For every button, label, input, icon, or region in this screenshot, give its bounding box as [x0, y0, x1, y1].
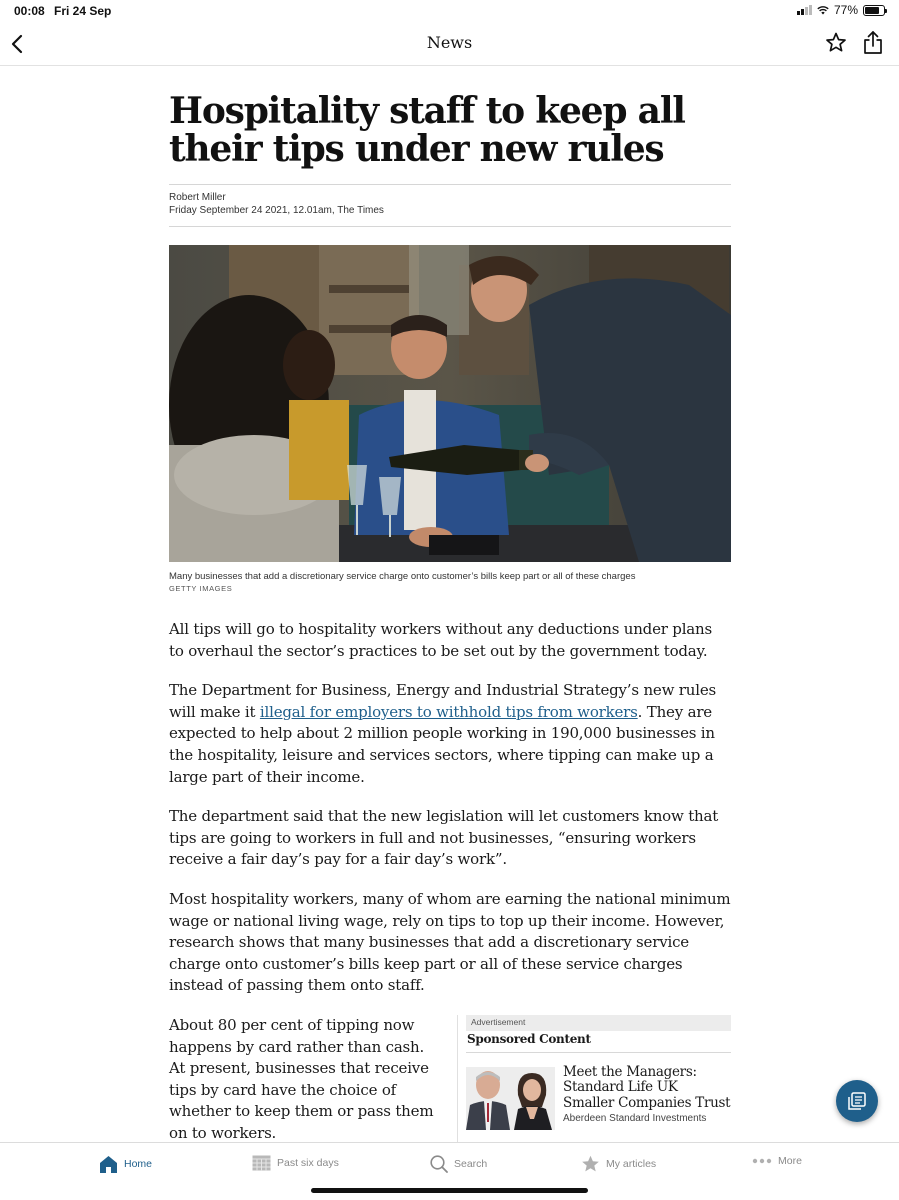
article [169, 92, 731, 1175]
cellular-signal-icon [797, 5, 812, 15]
managers-photo-illustration [466, 1067, 555, 1130]
edition-button[interactable] [836, 1080, 878, 1122]
home-icon [99, 1155, 118, 1173]
share-icon [861, 29, 885, 57]
star-icon [581, 1155, 600, 1173]
sponsored-article-card[interactable] [466, 1065, 731, 1135]
status-bar [0, 0, 899, 22]
ad-photo [466, 1067, 555, 1130]
image-caption: Many businesses that add a discretionary service charge onto customer’s bills keep part or all of these charges [169, 571, 636, 582]
restaurant-scene-illustration [169, 245, 731, 562]
paragraph-text: . They are expected to help about 2 million people working in 190,000 businesses in the hospitality, leisure and services sectors, where tipping can make up a large part of their income. [169, 702, 715, 786]
tab-label: Search [454, 1158, 488, 1170]
battery-fill [865, 7, 879, 14]
article-dateline: Friday September 24 2021, 12.01am, The Times [169, 205, 384, 216]
articles-list-icon [847, 1091, 867, 1111]
ad-section-title: Sponsored Content [466, 1031, 731, 1053]
status-indicators [797, 3, 885, 17]
paragraph-text: The Department for Business, Energy and Industrial Strategy’s new rules will make it [169, 681, 716, 721]
article-paragraph: Most hospitality workers, many of whom are earning the national minimum wage or national living wage, rely on tips to top up their income. However, research shows that many businesses that add a discretionary service charge onto customer’s bills keep part or all of these service charges instead of passing them onto staff. [169, 889, 731, 995]
ad-sponsor: Aberdeen Standard Investments [563, 1113, 707, 1125]
ellipsis-icon [752, 1158, 772, 1164]
hero-image[interactable] [169, 245, 731, 562]
ad-headline: Meet the Managers: Standard Life UK Smaller Companies Trust [563, 1063, 731, 1111]
search-icon [430, 1155, 448, 1173]
tab-search[interactable] [430, 1155, 487, 1173]
tab-label: More [778, 1155, 802, 1167]
tab-more[interactable] [752, 1155, 802, 1167]
ad-label: Advertisement [466, 1015, 731, 1031]
home-indicator [311, 1188, 588, 1193]
share-button[interactable] [861, 29, 885, 57]
tab-label: Home [124, 1158, 153, 1170]
article-paragraph [169, 680, 731, 788]
tab-past-six-days[interactable] [252, 1155, 339, 1171]
tab-my-articles[interactable] [581, 1155, 656, 1173]
wifi-icon [817, 5, 829, 15]
image-credit: GETTY IMAGES [169, 584, 233, 593]
author-name[interactable]: Robert Miller [169, 192, 226, 203]
status-time: 00:08 [14, 4, 45, 18]
article-inline-link[interactable]: illegal for employers to withhold tips from workers [259, 702, 638, 721]
star-icon [823, 30, 849, 56]
battery-icon [863, 5, 885, 16]
battery-percent: 77% [833, 3, 858, 17]
status-date: Fri 24 Sep [54, 4, 112, 18]
bookmark-button[interactable] [823, 30, 849, 56]
tab-home[interactable] [99, 1155, 152, 1173]
page-title: News [426, 33, 473, 52]
ad-text [563, 1065, 731, 1125]
nav-header [0, 24, 899, 66]
article-paragraph: About 80 per cent of tipping now happens by card rather than cash. At present, businesses that receive tips by card have the choice of whether to keep them or pass them on to workers. [169, 1015, 434, 1142]
byline [169, 184, 731, 227]
calendar-icon [252, 1155, 271, 1171]
tab-label: Past six days [277, 1157, 339, 1169]
article-paragraph: The department said that the new legislation will let customers know that tips are going to workers in full and not businesses, “ensuring workers receive a fair day’s pay for a fair day’s work”. [169, 807, 719, 869]
article-headline: Hospitality staff to keep all their tips under new rules [169, 90, 685, 170]
tab-label: My articles [606, 1158, 657, 1170]
article-paragraph: All tips will go to hospitality workers without any deductions under plans to overhaul the sector’s practices to be set out by the government today. [169, 620, 713, 660]
sponsored-ad [466, 1015, 731, 1135]
